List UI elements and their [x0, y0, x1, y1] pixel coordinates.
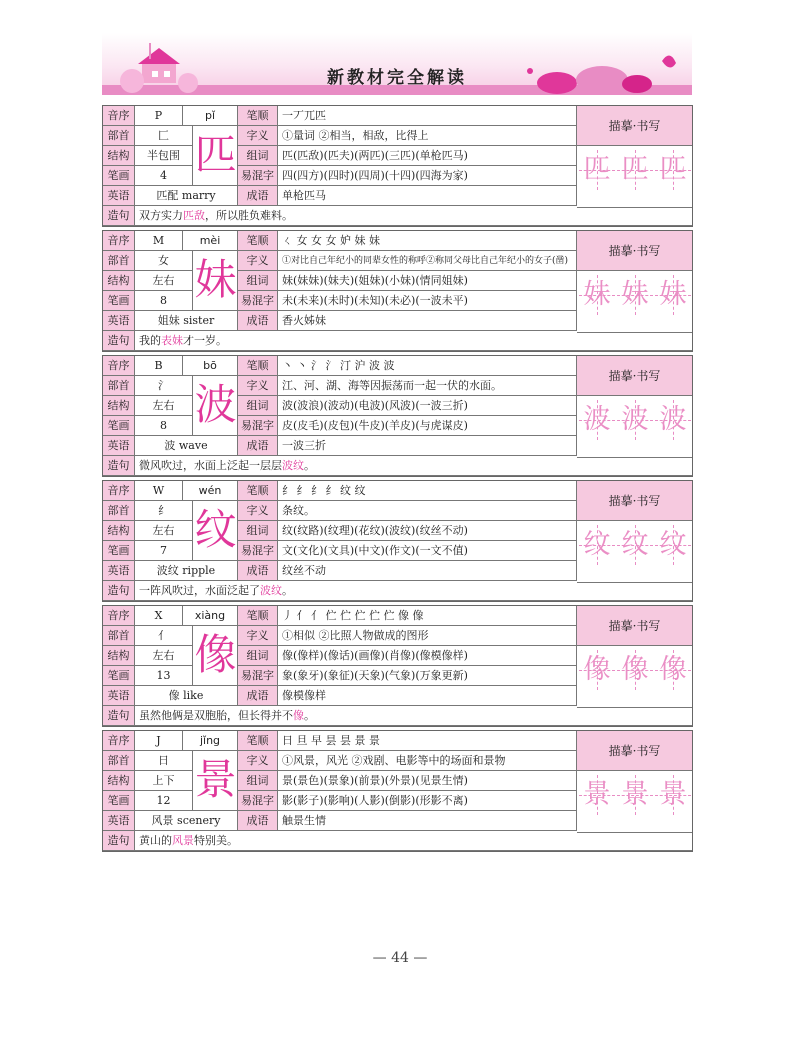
- character-display: 纹: [194, 505, 237, 554]
- sentence-highlight: 风景: [172, 834, 194, 847]
- label-chengyu: 成语: [238, 311, 278, 331]
- writing-practice-title: 描摹·书写: [577, 731, 692, 771]
- writing-practice-title: 描摹·书写: [577, 231, 692, 271]
- label-bishun: 笔顺: [238, 606, 278, 626]
- header-banner: [102, 33, 692, 95]
- label-zuci: 组词: [238, 146, 278, 166]
- label-ziyi: 字义: [238, 376, 278, 396]
- sentence-example: [135, 581, 692, 601]
- ziyi-value: ①相似 ②比照人物做成的图形: [278, 626, 577, 646]
- label-jiegou: 结构: [103, 146, 135, 166]
- tracing-character: 像: [621, 654, 649, 685]
- bushou-value: 纟: [135, 501, 193, 521]
- sentence-text: 。: [304, 709, 315, 722]
- jiegou-value: 上下: [135, 771, 193, 791]
- label-zaoju: 造句: [103, 706, 135, 726]
- jiegou-value: 左右: [135, 396, 193, 416]
- label-zaoju: 造句: [103, 206, 135, 226]
- bihua-value: 8: [135, 291, 193, 311]
- letter-cell: P: [135, 106, 183, 126]
- label-bushou: 部首: [103, 501, 135, 521]
- label-bishun: 笔顺: [238, 356, 278, 376]
- chengyu-value: 像模像样: [278, 686, 577, 706]
- sentence-text: 。: [304, 459, 315, 472]
- bihua-value: 7: [135, 541, 193, 561]
- tracing-character: 匹: [659, 154, 687, 185]
- english-value: 波纹 ripple: [135, 561, 238, 581]
- letter-cell: B: [135, 356, 183, 376]
- label-yihunzi: 易混字: [238, 541, 278, 561]
- sentence-example: [135, 706, 692, 726]
- yihunzi-value: 皮(皮毛)(皮包)(牛皮)(羊皮)(与虎谋皮): [278, 416, 577, 436]
- label-bishun: 笔顺: [238, 106, 278, 126]
- zuci-value: 景(景色)(景象)(前景)(外景)(见景生情): [278, 771, 577, 791]
- ziyi-value: ①对比自己年纪小的同辈女性的称呼②称同父母比自己年纪小的女子(凿): [278, 251, 577, 271]
- bushou-value: 日: [135, 751, 193, 771]
- label-zaoju: 造句: [103, 331, 135, 351]
- sentence-highlight: 表妹: [161, 334, 183, 347]
- yihunzi-value: 象(象牙)(象征)(天象)(气象)(万象更新): [278, 666, 577, 686]
- tracing-character: 妹: [659, 279, 687, 310]
- tracing-box[interactable]: [655, 275, 691, 315]
- yihunzi-value: 四(四方)(四时)(四周)(十四)(四海为家): [278, 166, 577, 186]
- writing-practice-title: 描摹·书写: [577, 606, 692, 646]
- sentence-text: 。: [282, 584, 293, 597]
- sentence-text: 微风吹过，水面上泛起一层层: [139, 459, 282, 472]
- pinyin-cell: mèi: [183, 231, 238, 251]
- zuci-value: 波(波浪)(波动)(电波)(风波)(一波三折): [278, 396, 577, 416]
- character-card: [102, 355, 693, 477]
- tracing-box[interactable]: [579, 275, 615, 315]
- bishun-value: 丶 丶 氵 氵 汀 沪 波 波: [278, 356, 577, 376]
- letter-cell: W: [135, 481, 183, 501]
- sentence-text: 虽然他俩是双胞胎，但长得并不: [139, 709, 293, 722]
- label-zaoju: 造句: [103, 581, 135, 601]
- english-value: 像 like: [135, 686, 238, 706]
- jiegou-value: 半包围: [135, 146, 193, 166]
- writing-practice-panel: [577, 106, 692, 208]
- label-bihua: 笔画: [103, 166, 135, 186]
- ziyi-value: 江、河、湖、海等因振荡而一起一伏的水面。: [278, 376, 577, 396]
- writing-practice-panel: [577, 231, 692, 333]
- label-bushou: 部首: [103, 251, 135, 271]
- tracing-box[interactable]: [617, 150, 653, 190]
- chengyu-value: 一波三折: [278, 436, 577, 456]
- label-ziyi: 字义: [238, 251, 278, 271]
- label-zaoju: 造句: [103, 831, 135, 851]
- label-zuci: 组词: [238, 771, 278, 791]
- jiegou-value: 左右: [135, 271, 193, 291]
- sentence-example: [135, 331, 692, 351]
- bushou-value: 亻: [135, 626, 193, 646]
- tracing-box[interactable]: [617, 775, 653, 815]
- label-zuci: 组词: [238, 521, 278, 541]
- tracing-box[interactable]: [579, 150, 615, 190]
- character-card: [102, 105, 693, 227]
- writing-practice-title: 描摹·书写: [577, 356, 692, 396]
- sentence-highlight: 匹敌: [183, 209, 205, 222]
- label-bihua: 笔画: [103, 791, 135, 811]
- chengyu-value: 触景生情: [278, 811, 577, 831]
- english-value: 波 wave: [135, 436, 238, 456]
- bishun-value: 日 旦 早 昙 昙 景 景: [278, 731, 577, 751]
- writing-practice-title: 描摹·书写: [577, 481, 692, 521]
- sentence-text: 才一岁。: [183, 334, 227, 347]
- writing-practice-title: 描摹·书写: [577, 106, 692, 146]
- bishun-value: 纟 纟 纟 纟 纹 纹: [278, 481, 577, 501]
- character-display: 妹: [194, 255, 237, 304]
- label-yihunzi: 易混字: [238, 666, 278, 686]
- label-yihunzi: 易混字: [238, 791, 278, 811]
- label-bihua: 笔画: [103, 291, 135, 311]
- bushou-value: 匚: [135, 126, 193, 146]
- bihua-value: 12: [135, 791, 193, 811]
- label-chengyu: 成语: [238, 686, 278, 706]
- writing-practice-panel: [577, 356, 692, 458]
- pinyin-cell: wén: [183, 481, 238, 501]
- character-display: 匹: [194, 130, 237, 179]
- label-bihua: 笔画: [103, 541, 135, 561]
- sentence-highlight: 波纹: [260, 584, 282, 597]
- label-bushou: 部首: [103, 376, 135, 396]
- label-zuci: 组词: [238, 271, 278, 291]
- label-ziyi: 字义: [238, 626, 278, 646]
- tracing-character: 匹: [621, 154, 649, 185]
- yihunzi-value: 影(影子)(影响)(人影)(倒影)(形影不离): [278, 791, 577, 811]
- english-value: 姐妹 sister: [135, 311, 238, 331]
- ziyi-value: 条纹。: [278, 501, 577, 521]
- zuci-value: 匹(匹敌)(匹夫)(两匹)(三匹)(单枪匹马): [278, 146, 577, 166]
- label-yinxu: 音序: [103, 481, 135, 501]
- sentence-text: 双方实力: [139, 209, 183, 222]
- tracing-character: 纹: [621, 529, 649, 560]
- label-chengyu: 成语: [238, 436, 278, 456]
- tracing-box[interactable]: [617, 525, 653, 565]
- label-yinxu: 音序: [103, 231, 135, 251]
- sentence-text: ，所以胜负难料。: [205, 209, 293, 222]
- label-jiegou: 结构: [103, 771, 135, 791]
- bushou-value: 女: [135, 251, 193, 271]
- sentence-text: 我的: [139, 334, 161, 347]
- label-yingyu: 英语: [103, 311, 135, 331]
- yihunzi-value: 未(未来)(未时)(未知)(未必)(一波未平): [278, 291, 577, 311]
- label-yingyu: 英语: [103, 436, 135, 456]
- label-yingyu: 英语: [103, 686, 135, 706]
- tracing-box[interactable]: [579, 400, 615, 440]
- label-chengyu: 成语: [238, 561, 278, 581]
- label-yihunzi: 易混字: [238, 166, 278, 186]
- letter-cell: M: [135, 231, 183, 251]
- label-yinxu: 音序: [103, 606, 135, 626]
- sentence-text: 一阵风吹过，水面泛起了: [139, 584, 260, 597]
- jiegou-value: 左右: [135, 646, 193, 666]
- tracing-box[interactable]: [579, 775, 615, 815]
- label-yihunzi: 易混字: [238, 416, 278, 436]
- writing-practice-panel: [577, 606, 692, 708]
- zuci-value: 妹(妹妹)(妹夫)(姐妹)(小妹)(情同姐妹): [278, 271, 577, 291]
- tracing-character: 景: [659, 779, 687, 810]
- tracing-character: 纹: [659, 529, 687, 560]
- label-chengyu: 成语: [238, 186, 278, 206]
- bihua-value: 13: [135, 666, 193, 686]
- zuci-value: 像(像样)(像话)(画像)(肖像)(像模像样): [278, 646, 577, 666]
- tracing-character: 像: [583, 654, 611, 685]
- bishun-value: 丿 亻 亻 伫 伫 伫 伫 伫 像 像: [278, 606, 577, 626]
- label-zaoju: 造句: [103, 456, 135, 476]
- sentence-example: [135, 456, 692, 476]
- tracing-box[interactable]: [617, 275, 653, 315]
- character-display: 波: [194, 380, 237, 429]
- label-yihunzi: 易混字: [238, 291, 278, 311]
- page-title: 新教材完全解读: [327, 68, 467, 88]
- character-card: [102, 480, 693, 602]
- letter-cell: X: [135, 606, 183, 626]
- tracing-character: 波: [659, 404, 687, 435]
- label-chengyu: 成语: [238, 811, 278, 831]
- writing-practice-panel: [577, 731, 692, 833]
- character-card: [102, 230, 693, 352]
- character-display: 景: [194, 755, 237, 804]
- yihunzi-value: 文(文化)(文具)(中文)(作文)(一文不值): [278, 541, 577, 561]
- letter-cell: J: [135, 731, 183, 751]
- label-zuci: 组词: [238, 396, 278, 416]
- label-yingyu: 英语: [103, 811, 135, 831]
- tracing-character: 匹: [583, 154, 611, 185]
- tracing-box[interactable]: [655, 650, 691, 690]
- label-bushou: 部首: [103, 626, 135, 646]
- tracing-box[interactable]: [655, 150, 691, 190]
- character-card: [102, 730, 693, 852]
- label-jiegou: 结构: [103, 396, 135, 416]
- bihua-value: 8: [135, 416, 193, 436]
- character-display: 像: [194, 630, 237, 679]
- label-yinxu: 音序: [103, 731, 135, 751]
- tracing-character: 妹: [621, 279, 649, 310]
- pinyin-cell: xiàng: [183, 606, 238, 626]
- label-jiegou: 结构: [103, 271, 135, 291]
- tracing-box[interactable]: [655, 775, 691, 815]
- label-zuci: 组词: [238, 646, 278, 666]
- tracing-box[interactable]: [579, 650, 615, 690]
- tracing-character: 纹: [583, 529, 611, 560]
- bishun-value: 一丆兀匹: [278, 106, 577, 126]
- label-yinxu: 音序: [103, 356, 135, 376]
- label-jiegou: 结构: [103, 521, 135, 541]
- jiegou-value: 左右: [135, 521, 193, 541]
- writing-practice-panel: [577, 481, 692, 583]
- tracing-character: 景: [583, 779, 611, 810]
- tracing-box[interactable]: [655, 400, 691, 440]
- pinyin-cell: pǐ: [183, 106, 238, 126]
- tracing-character: 波: [583, 404, 611, 435]
- tracing-character: 妹: [583, 279, 611, 310]
- bishun-value: ㄑ 女 女 女 妒 妹 妹: [278, 231, 577, 251]
- bushou-value: 氵: [135, 376, 193, 396]
- tracing-box[interactable]: [617, 650, 653, 690]
- chengyu-value: 香火姊妹: [278, 311, 577, 331]
- label-yinxu: 音序: [103, 106, 135, 126]
- sentence-text: 特别美。: [194, 834, 238, 847]
- pinyin-cell: bō: [183, 356, 238, 376]
- character-card: [102, 605, 693, 727]
- label-bihua: 笔画: [103, 416, 135, 436]
- label-bihua: 笔画: [103, 666, 135, 686]
- bihua-value: 4: [135, 166, 193, 186]
- label-bushou: 部首: [103, 126, 135, 146]
- label-bushou: 部首: [103, 751, 135, 771]
- label-yingyu: 英语: [103, 561, 135, 581]
- pinyin-cell: jǐng: [183, 731, 238, 751]
- sentence-text: 黄山的: [139, 834, 172, 847]
- label-ziyi: 字义: [238, 751, 278, 771]
- ziyi-value: ①风景，风光 ②戏剧、电影等中的场面和景物: [278, 751, 577, 771]
- sentence-highlight: 波纹: [282, 459, 304, 472]
- ziyi-value: ①量词 ②相当，相敌，比得上: [278, 126, 577, 146]
- label-bishun: 笔顺: [238, 481, 278, 501]
- label-ziyi: 字义: [238, 126, 278, 146]
- tracing-box[interactable]: [617, 400, 653, 440]
- label-ziyi: 字义: [238, 501, 278, 521]
- chengyu-value: 纹丝不动: [278, 561, 577, 581]
- chengyu-value: 单枪匹马: [278, 186, 577, 206]
- label-yingyu: 英语: [103, 186, 135, 206]
- english-value: 风景 scenery: [135, 811, 238, 831]
- sentence-highlight: 像: [293, 709, 304, 722]
- sentence-example: [135, 831, 692, 851]
- page-number: — 44 —: [372, 950, 428, 966]
- zuci-value: 纹(纹路)(纹理)(花纹)(波纹)(纹丝不动): [278, 521, 577, 541]
- tracing-character: 景: [621, 779, 649, 810]
- label-bishun: 笔顺: [238, 731, 278, 751]
- sentence-example: [135, 206, 692, 226]
- label-bishun: 笔顺: [238, 231, 278, 251]
- tracing-box[interactable]: [579, 525, 615, 565]
- tracing-character: 像: [659, 654, 687, 685]
- english-value: 匹配 marry: [135, 186, 238, 206]
- label-jiegou: 结构: [103, 646, 135, 666]
- tracing-character: 波: [621, 404, 649, 435]
- tracing-box[interactable]: [655, 525, 691, 565]
